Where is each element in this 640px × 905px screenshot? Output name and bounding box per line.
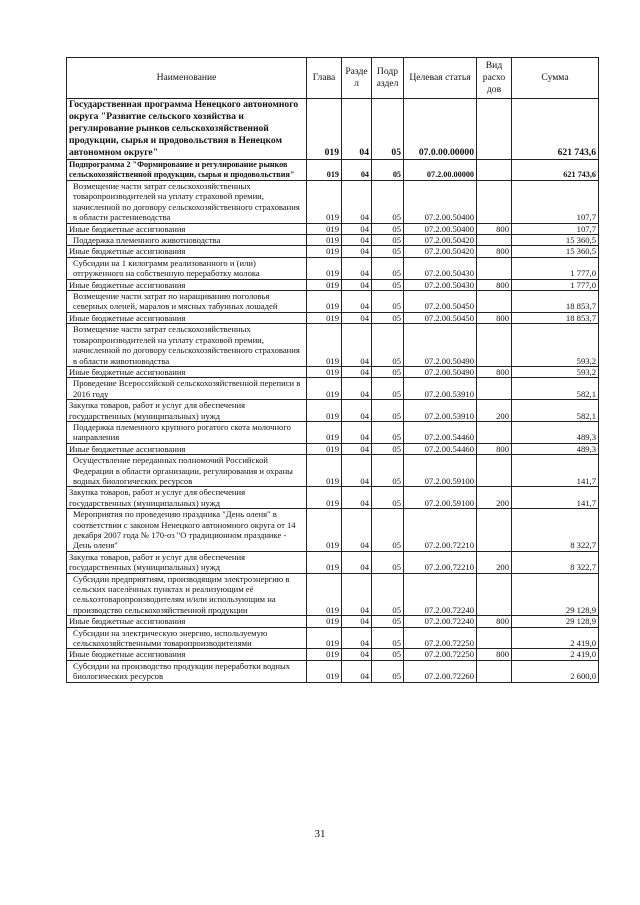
cell-chapter: 019 bbox=[307, 235, 342, 246]
cell-section: 04 bbox=[342, 616, 372, 627]
cell-exp-type bbox=[477, 257, 512, 279]
cell-section: 04 bbox=[342, 99, 372, 160]
cell-chapter: 019 bbox=[307, 443, 342, 454]
cell-sum: 107,7 bbox=[512, 181, 599, 224]
cell-target: 07.2.00.50450 bbox=[404, 312, 477, 323]
cell-name: Иные бюджетные ассигнования bbox=[67, 649, 307, 660]
cell-subsection: 05 bbox=[372, 649, 404, 660]
cell-section: 04 bbox=[342, 443, 372, 454]
cell-section: 04 bbox=[342, 279, 372, 290]
cell-exp-type: 800 bbox=[477, 279, 512, 290]
cell-target: 07.2.00.50430 bbox=[404, 279, 477, 290]
table-row bbox=[67, 443, 599, 454]
cell-name: Мероприятия по проведению праздника "День оленя" в соответствии с законом Ненецкого автономного округа от 14 декабря 2007 года № 170-оз "О традиционном празднике - День оленя" bbox=[67, 509, 307, 552]
cell-section: 04 bbox=[342, 257, 372, 279]
table-row bbox=[67, 649, 599, 660]
cell-sum: 8 322,7 bbox=[512, 509, 599, 552]
cell-sum: 489,3 bbox=[512, 443, 599, 454]
table-row bbox=[67, 378, 599, 400]
cell-chapter: 019 bbox=[307, 246, 342, 257]
header-subsection: Подр аздел bbox=[372, 58, 404, 99]
cell-subsection: 05 bbox=[372, 616, 404, 627]
cell-sum: 29 128,9 bbox=[512, 616, 599, 627]
cell-subsection: 05 bbox=[372, 509, 404, 552]
header-target: Целевая статья bbox=[404, 58, 477, 99]
cell-name: Субсидии на электрическую энергию, используемую сельскохозяйственными товаропроизводителями bbox=[67, 627, 307, 649]
table-body bbox=[67, 99, 599, 683]
cell-exp-type bbox=[477, 660, 512, 682]
cell-sum: 15 360,5 bbox=[512, 235, 599, 246]
cell-subsection: 05 bbox=[372, 573, 404, 616]
table-row bbox=[67, 312, 599, 323]
table-row bbox=[67, 160, 599, 181]
cell-name: Государственная программа Ненецкого автономного округа "Развитие сельского хозяйства и регулирование рынков сельскохозяйственной продукции, сырья и продовольствия в Ненецком автономном округе" bbox=[67, 99, 307, 160]
table-row bbox=[67, 246, 599, 257]
cell-target: 07.0.00.00000 bbox=[404, 99, 477, 160]
cell-subsection: 05 bbox=[372, 279, 404, 290]
cell-target: 07.2.00.50490 bbox=[404, 324, 477, 367]
cell-exp-type: 800 bbox=[477, 312, 512, 323]
cell-target: 07.2.00.50490 bbox=[404, 366, 477, 377]
cell-sum: 2 600,0 bbox=[512, 660, 599, 682]
cell-name: Поддержка племенного животноводства bbox=[67, 235, 307, 246]
table-row bbox=[67, 223, 599, 234]
cell-target: 07.2.00.54460 bbox=[404, 421, 477, 443]
cell-subsection: 05 bbox=[372, 312, 404, 323]
table-row bbox=[67, 291, 599, 313]
cell-chapter: 019 bbox=[307, 99, 342, 160]
cell-name: Закупка товаров, работ и услуг для обеспечения государственных (муниципальных) нужд bbox=[67, 400, 307, 422]
cell-sum: 593,2 bbox=[512, 324, 599, 367]
cell-sum: 141,7 bbox=[512, 487, 599, 509]
cell-exp-type: 800 bbox=[477, 223, 512, 234]
cell-chapter: 019 bbox=[307, 400, 342, 422]
cell-subsection: 05 bbox=[372, 181, 404, 224]
table-row bbox=[67, 99, 599, 160]
cell-subsection: 05 bbox=[372, 257, 404, 279]
cell-name: Субсидии предприятиям, производящим электроэнергию в сельских населённых пунктах и реализующим её сельхозтоваропроизводителям и/или использующим на производство сельскохозяйственной продукции bbox=[67, 573, 307, 616]
cell-chapter: 019 bbox=[307, 487, 342, 509]
table-row bbox=[67, 509, 599, 552]
cell-subsection: 05 bbox=[372, 400, 404, 422]
cell-target: 07.2.00.00000 bbox=[404, 160, 477, 181]
cell-target: 07.2.00.72250 bbox=[404, 649, 477, 660]
cell-exp-type bbox=[477, 324, 512, 367]
cell-chapter: 019 bbox=[307, 616, 342, 627]
cell-subsection: 05 bbox=[372, 455, 404, 487]
cell-sum: 582,1 bbox=[512, 400, 599, 422]
table-row bbox=[67, 366, 599, 377]
cell-sum: 18 853,7 bbox=[512, 312, 599, 323]
cell-chapter: 019 bbox=[307, 660, 342, 682]
cell-section: 04 bbox=[342, 660, 372, 682]
cell-exp-type bbox=[477, 573, 512, 616]
cell-section: 04 bbox=[342, 487, 372, 509]
cell-sum: 489,3 bbox=[512, 421, 599, 443]
cell-target: 07.2.00.59100 bbox=[404, 487, 477, 509]
cell-chapter: 019 bbox=[307, 421, 342, 443]
cell-section: 04 bbox=[342, 160, 372, 181]
header-chapter: Глава bbox=[307, 58, 342, 99]
cell-exp-type: 800 bbox=[477, 443, 512, 454]
cell-target: 07.2.00.53910 bbox=[404, 378, 477, 400]
cell-name: Иные бюджетные ассигнования bbox=[67, 443, 307, 454]
table-row bbox=[67, 257, 599, 279]
cell-exp-type bbox=[477, 291, 512, 313]
cell-sum: 15 360,5 bbox=[512, 246, 599, 257]
cell-section: 04 bbox=[342, 181, 372, 224]
cell-subsection: 05 bbox=[372, 660, 404, 682]
cell-section: 04 bbox=[342, 400, 372, 422]
cell-section: 04 bbox=[342, 366, 372, 377]
table-row bbox=[67, 181, 599, 224]
cell-target: 07.2.00.53910 bbox=[404, 400, 477, 422]
cell-section: 04 bbox=[342, 509, 372, 552]
cell-target: 07.2.00.72210 bbox=[404, 551, 477, 573]
budget-table bbox=[66, 57, 599, 683]
cell-exp-type bbox=[477, 378, 512, 400]
cell-chapter: 019 bbox=[307, 223, 342, 234]
cell-chapter: 019 bbox=[307, 366, 342, 377]
cell-target: 07.2.00.50430 bbox=[404, 257, 477, 279]
cell-target: 07.2.00.59100 bbox=[404, 455, 477, 487]
cell-section: 04 bbox=[342, 455, 372, 487]
cell-subsection: 05 bbox=[372, 324, 404, 367]
cell-exp-type: 200 bbox=[477, 487, 512, 509]
cell-name: Иные бюджетные ассигнования bbox=[67, 279, 307, 290]
cell-subsection: 05 bbox=[372, 421, 404, 443]
cell-section: 04 bbox=[342, 573, 372, 616]
table-row bbox=[67, 324, 599, 367]
cell-name: Иные бюджетные ассигнования bbox=[67, 366, 307, 377]
cell-chapter: 019 bbox=[307, 573, 342, 616]
cell-target: 07.2.00.50400 bbox=[404, 223, 477, 234]
cell-chapter: 019 bbox=[307, 257, 342, 279]
cell-name: Субсидии на производство продукции переработки водных биологических ресурсов bbox=[67, 660, 307, 682]
cell-exp-type bbox=[477, 160, 512, 181]
cell-target: 07.2.00.50450 bbox=[404, 291, 477, 313]
table-row bbox=[67, 235, 599, 246]
cell-sum: 582,1 bbox=[512, 378, 599, 400]
cell-subsection: 05 bbox=[372, 223, 404, 234]
table-row bbox=[67, 400, 599, 422]
cell-subsection: 05 bbox=[372, 627, 404, 649]
cell-name: Иные бюджетные ассигнования bbox=[67, 246, 307, 257]
cell-name: Иные бюджетные ассигнования bbox=[67, 312, 307, 323]
cell-subsection: 05 bbox=[372, 378, 404, 400]
cell-subsection: 05 bbox=[372, 246, 404, 257]
cell-target: 07.2.00.72240 bbox=[404, 616, 477, 627]
cell-exp-type: 800 bbox=[477, 366, 512, 377]
cell-name: Иные бюджетные ассигнования bbox=[67, 223, 307, 234]
cell-section: 04 bbox=[342, 324, 372, 367]
table-row bbox=[67, 487, 599, 509]
table-row bbox=[67, 551, 599, 573]
header-exp-type: Вид расхо дов bbox=[477, 58, 512, 99]
table-row bbox=[67, 279, 599, 290]
cell-chapter: 019 bbox=[307, 181, 342, 224]
cell-sum: 2 419,0 bbox=[512, 649, 599, 660]
cell-section: 04 bbox=[342, 291, 372, 313]
cell-subsection: 05 bbox=[372, 366, 404, 377]
cell-section: 04 bbox=[342, 312, 372, 323]
cell-subsection: 05 bbox=[372, 160, 404, 181]
table-row bbox=[67, 616, 599, 627]
cell-exp-type bbox=[477, 455, 512, 487]
cell-exp-type bbox=[477, 99, 512, 160]
cell-sum: 621 743,6 bbox=[512, 160, 599, 181]
cell-section: 04 bbox=[342, 551, 372, 573]
cell-section: 04 bbox=[342, 627, 372, 649]
cell-name: Поддержка племенного крупного рогатого скота молочного направления bbox=[67, 421, 307, 443]
cell-chapter: 019 bbox=[307, 378, 342, 400]
table-row bbox=[67, 660, 599, 682]
cell-target: 07.2.00.50420 bbox=[404, 235, 477, 246]
cell-subsection: 05 bbox=[372, 235, 404, 246]
cell-name: Возмещение части затрат сельскохозяйственных товаропроизводителей на уплату страховой премии, начисленной по договору сельскохозяйственного страхования в области растениеводства bbox=[67, 181, 307, 224]
header-name: Наименование bbox=[67, 58, 307, 99]
cell-sum: 1 777,0 bbox=[512, 257, 599, 279]
cell-chapter: 019 bbox=[307, 279, 342, 290]
cell-name: Возмещение части затрат сельскохозяйственных товаропроизводителей на уплату страховой премии, начисленной по договору сельскохозяйственного страхования в области животноводства bbox=[67, 324, 307, 367]
cell-name: Закупка товаров, работ и услуг для обеспечения государственных (муниципальных) нужд bbox=[67, 551, 307, 573]
cell-subsection: 05 bbox=[372, 291, 404, 313]
cell-exp-type: 800 bbox=[477, 616, 512, 627]
cell-target: 07.2.00.72260 bbox=[404, 660, 477, 682]
cell-sum: 593,2 bbox=[512, 366, 599, 377]
table-header-row bbox=[67, 58, 599, 99]
cell-chapter: 019 bbox=[307, 455, 342, 487]
cell-target: 07.2.00.50400 bbox=[404, 181, 477, 224]
cell-exp-type: 200 bbox=[477, 400, 512, 422]
cell-sum: 621 743,6 bbox=[512, 99, 599, 160]
cell-sum: 141,7 bbox=[512, 455, 599, 487]
cell-name: Возмещение части затрат по наращиванию поголовья северных оленей, маралов и мясных табунных лошадей bbox=[67, 291, 307, 313]
cell-name: Подпрограмма 2 "Формирование и регулирование рынков сельскохозяйственной продукции, сырья и продовольствия" bbox=[67, 160, 307, 181]
cell-subsection: 05 bbox=[372, 487, 404, 509]
cell-chapter: 019 bbox=[307, 627, 342, 649]
page-number: 31 bbox=[314, 828, 326, 840]
cell-exp-type: 800 bbox=[477, 246, 512, 257]
header-section: Разде л bbox=[342, 58, 372, 99]
cell-chapter: 019 bbox=[307, 509, 342, 552]
cell-target: 07.2.00.72210 bbox=[404, 509, 477, 552]
cell-target: 07.2.00.72250 bbox=[404, 627, 477, 649]
cell-sum: 8 322,7 bbox=[512, 551, 599, 573]
cell-section: 04 bbox=[342, 421, 372, 443]
cell-exp-type: 200 bbox=[477, 551, 512, 573]
table-row bbox=[67, 421, 599, 443]
cell-name: Субсидии на 1 килограмм реализованного и (или) отгруженного на собственную переработку молока bbox=[67, 257, 307, 279]
cell-name: Осуществление переданных полномочий Российской Федерации в области организации, регулирования и охраны водных биологических ресурсов bbox=[67, 455, 307, 487]
cell-sum: 2 419,0 bbox=[512, 627, 599, 649]
cell-exp-type bbox=[477, 421, 512, 443]
cell-chapter: 019 bbox=[307, 312, 342, 323]
cell-sum: 18 853,7 bbox=[512, 291, 599, 313]
cell-section: 04 bbox=[342, 235, 372, 246]
cell-exp-type bbox=[477, 509, 512, 552]
cell-subsection: 05 bbox=[372, 443, 404, 454]
cell-exp-type bbox=[477, 181, 512, 224]
cell-subsection: 05 bbox=[372, 551, 404, 573]
cell-chapter: 019 bbox=[307, 551, 342, 573]
table-row bbox=[67, 627, 599, 649]
cell-subsection: 05 bbox=[372, 99, 404, 160]
cell-sum: 29 128,9 bbox=[512, 573, 599, 616]
header-sum: Сумма bbox=[512, 58, 599, 99]
cell-target: 07.2.00.50420 bbox=[404, 246, 477, 257]
cell-name: Проведение Всероссийской сельскохозяйственной переписи в 2016 году bbox=[67, 378, 307, 400]
cell-exp-type bbox=[477, 627, 512, 649]
cell-section: 04 bbox=[342, 223, 372, 234]
cell-target: 07.2.00.72240 bbox=[404, 573, 477, 616]
cell-target: 07.2.00.54460 bbox=[404, 443, 477, 454]
cell-chapter: 019 bbox=[307, 160, 342, 181]
cell-chapter: 019 bbox=[307, 649, 342, 660]
cell-chapter: 019 bbox=[307, 324, 342, 367]
cell-name: Закупка товаров, работ и услуг для обеспечения государственных (муниципальных) нужд bbox=[67, 487, 307, 509]
cell-section: 04 bbox=[342, 649, 372, 660]
cell-exp-type bbox=[477, 235, 512, 246]
cell-chapter: 019 bbox=[307, 291, 342, 313]
cell-section: 04 bbox=[342, 246, 372, 257]
cell-name: Иные бюджетные ассигнования bbox=[67, 616, 307, 627]
cell-exp-type: 800 bbox=[477, 649, 512, 660]
table-row bbox=[67, 455, 599, 487]
cell-sum: 1 777,0 bbox=[512, 279, 599, 290]
cell-sum: 107,7 bbox=[512, 223, 599, 234]
cell-section: 04 bbox=[342, 378, 372, 400]
table-row bbox=[67, 573, 599, 616]
